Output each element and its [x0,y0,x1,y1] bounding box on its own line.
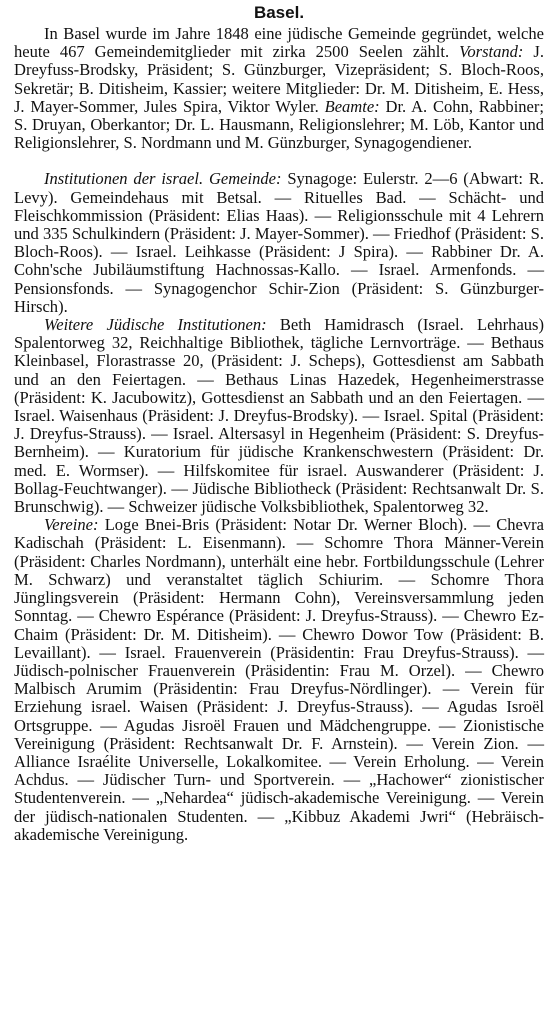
intro-text-2: J. Dreyfuss-Brodsky, Präsident; S. Günzburger, Vizepräsident; S. Bloch-Roos, Sekretär; B. Ditisheim, Kassier; weitere Mitglieder: Dr. M. Ditisheim, E. Hess, J. Mayer-Sommer, Jules Spira, Viktor Wyler. [14,42,544,116]
page-title: Basel. [253,3,305,22]
weitere-institutionen-paragraph [14,316,544,516]
intro-text-1: In Basel wurde im Jahre 1848 eine jüdische Gemeinde gegründet, welche heute 467 Gemeindemitglieder mit zirka 2500 Seelen zählt. [14,24,544,62]
intro-paragraph [14,25,544,152]
institutionen-text: Synagoge: Eulerstr. 2—6 (Abwart: R. Levy). Gemeindehaus mit Betsal. — Rituelles Bad. — Schächt- und Fleischkommission (Präsident: Elias Haas). — Religionsschule mit 4 Lehrern und 335 Schulkindern (Präsident: J. Mayer-Sommer). — Friedhof (Präsident: S. Bloch-Roos). — Israel. Leihkasse (Präsident: J Spira). — Rabbiner Dr. A. Cohn'sche Jubiläumstiftung Hachnossas-Kallo. — Israel. Armenfonds. — Pensionsfonds. — Synagogenchor Schir-Zion (Präsident: S. Günzburger-Hirsch). [14,169,544,316]
beamte-label: Beamte: [324,96,380,116]
document-page [14,0,544,844]
intro-text-3: Dr. A. Cohn, Rabbiner; S. Druyan, Oberkantor; Dr. L. Hausmann, Religionslehrer; M. Löb, Kantor und Religionslehrer, S. Nordmann und M. Günzburger, Synagogendiener. [14,96,544,153]
weitere-institutionen-text: Beth Hamidrasch (Israel. Lehrhaus) Spalentorweg 32, Reichhaltige Bibliothek, tägliche Lernvorträge. — Bethaus Kleinbasel, Florastrasse 20, (Präsident: J. Scheps), Gottesdienst am Sabbath und an den Feiertagen. — Bethaus Linas Hazedek, Hegenheimerstrasse (Präsident: K. Jacubowitz), Gottesdienst an Sabbath und an den Feiertagen. — Israel. Waisenhaus (Präsident: J. Dreyfus-Brodsky). — Israel. Spital (Präsident: J. Dreyfus-Strauss). — Israel. Altersasyl in Hegenheim (Präsident: S. Dreyfus-Bernheim). — Kuratorium für jüdische Krankenschwestern (Präsident: Dr. med. E. Wormser). — Hilfskomitee für israel. Auswanderer (Präsident: J. Bollag-Feuchtwanger). — Jüdische Bibliotheck (Präsident: Rechtsanwalt Dr. S. Brunschwig). — Schweizer jüdische Volksbibliothek, Spalentorweg 32. [14,315,544,517]
institutionen-label: Institutionen der israel. Gemeinde: [44,169,282,189]
vereine-paragraph [14,516,544,844]
vereine-label: Vereine: [44,515,99,535]
institutionen-paragraph [14,170,544,316]
vorstand-label: Vorstand: [459,42,524,62]
weitere-institutionen-label: Weitere Jüdische Institutionen: [44,315,267,335]
vereine-text: Loge Bnei-Bris (Präsident: Notar Dr. Werner Bloch). — Chevra Kadischah (Präsident: L. Eisenmann). — Schomre Thora Männer-Verein (Präsident: Charles Nordmann), unterhält eine hebr. Fortbildungsschule (Lehrer M. Schwarz) und veranstaltet täglich Schiurim. — Schomre Thora Jünglingsverein (Präsident: Hermann Cohn), Vereinsversammlung jeden Sonntag. — Chewro Espérance (Präsident: J. Dreyfus-Strauss). — Chewro Ez-Chaim (Präsident: Dr. M. Ditisheim). — Chewro Dowor Tow (Präsident: B. Levaillant). — Israel. Frauenverein (Präsidentin: Frau Dreyfus-Strauss). — Jüdisch-polnischer Frauenverein (Präsidentin: Frau M. Orzel). — Chewro Malbisch Arumim (Präsidentin: Frau Dreyfus-Nördlinger). — Verein für Erziehung israel. Waisen (Präsident: J. Dreyfus-Strauss). — Agudas Isroël Ortsgruppe. — Agudas Jisroël Frauen und Mädchengruppe. — Zionistische Vereinigung (Präsident: Rechtsanwalt Dr. F. Arnstein). — Verein Zion. — Alliance Israélite Universelle, Lokalkomitee. — Verein Erholung. — Verein Achdus. — Jüdischer Turn- und Sportverein. — „Hachower“ zionistischer Studentenverein. — „Nehardea“ jüdisch-akademische Vereinigung. — Verein der jüdisch-nationalen Studenten. — „Kibbuz Akademi Jwri“ (Hebräisch-akademische Vereinigung. [14,515,544,844]
